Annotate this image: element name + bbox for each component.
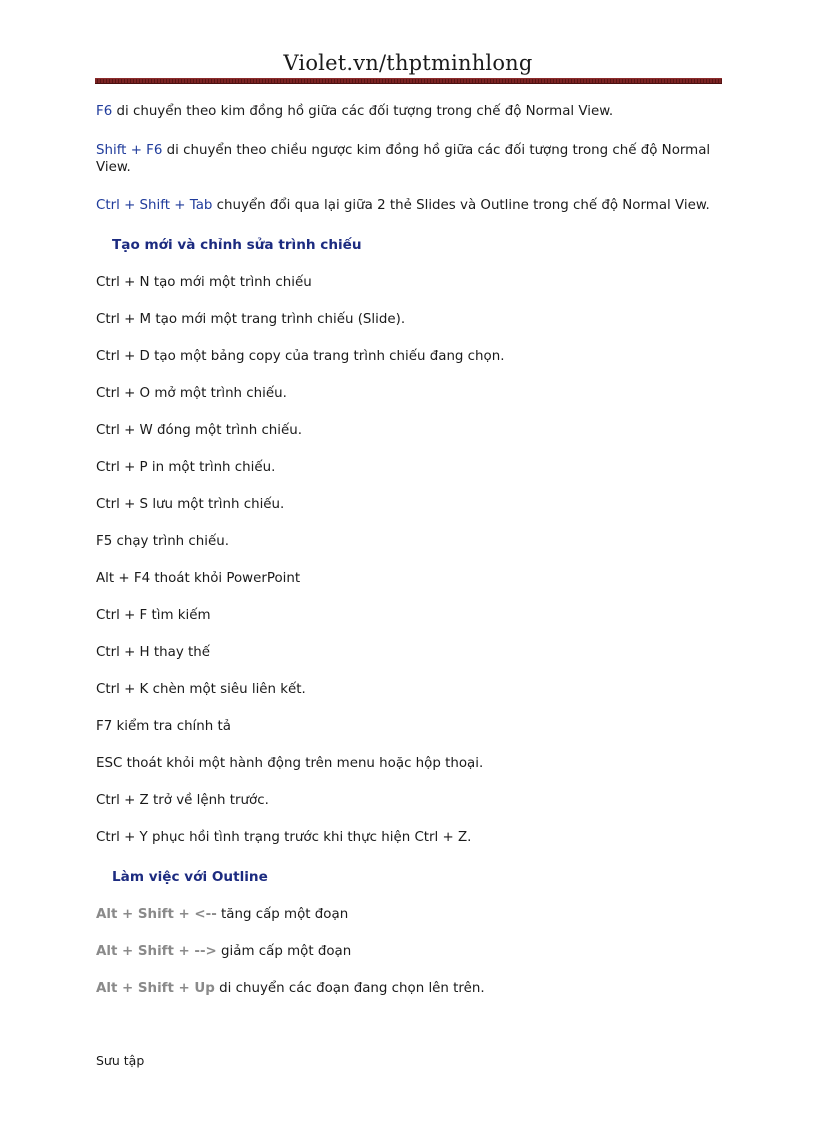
section-heading-outline: Làm việc với Outline	[112, 869, 268, 885]
shortcut-description: tăng cấp một đoạn	[216, 907, 349, 922]
list-item: F7 kiểm tra chính tả	[96, 719, 231, 734]
section-heading-create-edit: Tạo mới và chỉnh sửa trình chiếu	[112, 237, 362, 253]
list-item: Ctrl + Y phục hồi tình trạng trước khi thực hiện Ctrl + Z.	[96, 830, 472, 845]
intro-line-1	[96, 103, 726, 120]
shortcut-description: giảm cấp một đoạn	[216, 944, 352, 959]
outline-item	[96, 980, 726, 997]
shortcut-description: di chuyển theo kim đồng hồ giữa các đối tượng trong chế độ Normal View.	[112, 104, 614, 119]
list-item: Ctrl + N tạo mới một trình chiếu	[96, 275, 312, 290]
list-item: Ctrl + Z trở về lệnh trước.	[96, 793, 269, 808]
intro-line-3	[96, 197, 726, 214]
list-item: Ctrl + F tìm kiếm	[96, 608, 211, 623]
header-divider	[95, 78, 722, 84]
list-item: Ctrl + H thay thế	[96, 645, 210, 660]
intro-line-2	[96, 142, 726, 176]
list-item: Ctrl + P in một trình chiếu.	[96, 460, 276, 475]
list-item: Ctrl + S lưu một trình chiếu.	[96, 497, 285, 512]
shortcut-key: Alt + Shift + <--	[96, 907, 217, 922]
shortcut-key: Ctrl + Shift + Tab	[96, 198, 213, 213]
shortcut-key: Shift + F6	[96, 143, 163, 158]
list-item: Alt + F4 thoát khỏi PowerPoint	[96, 571, 301, 586]
shortcut-description: di chuyển theo chiều ngược kim đồng hồ giữa các đối tượng trong chế độ Normal View.	[96, 143, 711, 175]
shortcut-key: F6	[96, 104, 113, 119]
list-item: F5 chạy trình chiếu.	[96, 534, 229, 549]
list-item: Ctrl + W đóng một trình chiếu.	[96, 423, 302, 438]
list-item: Ctrl + O mở một trình chiếu.	[96, 386, 287, 401]
shortcut-key: Alt + Shift + -->	[96, 944, 217, 959]
shortcut-description: chuyển đổi qua lại giữa 2 thẻ Slides và Outline trong chế độ Normal View.	[212, 198, 710, 213]
outline-item	[96, 943, 726, 960]
list-item: Ctrl + D tạo một bảng copy của trang trình chiếu đang chọn.	[96, 349, 505, 364]
page-header-title: Violet.vn/thptminhlong	[283, 51, 533, 75]
page-footer: Sưu tập	[96, 1053, 145, 1068]
shortcut-description: di chuyển các đoạn đang chọn lên trên.	[214, 981, 485, 996]
shortcut-key: Alt + Shift + Up	[96, 981, 215, 996]
list-item: Ctrl + M tạo mới một trang trình chiếu (Slide).	[96, 312, 406, 327]
list-item: Ctrl + K chèn một siêu liên kết.	[96, 682, 306, 697]
outline-item	[96, 906, 726, 923]
list-item: ESC thoát khỏi một hành động trên menu hoặc hộp thoại.	[96, 756, 484, 771]
